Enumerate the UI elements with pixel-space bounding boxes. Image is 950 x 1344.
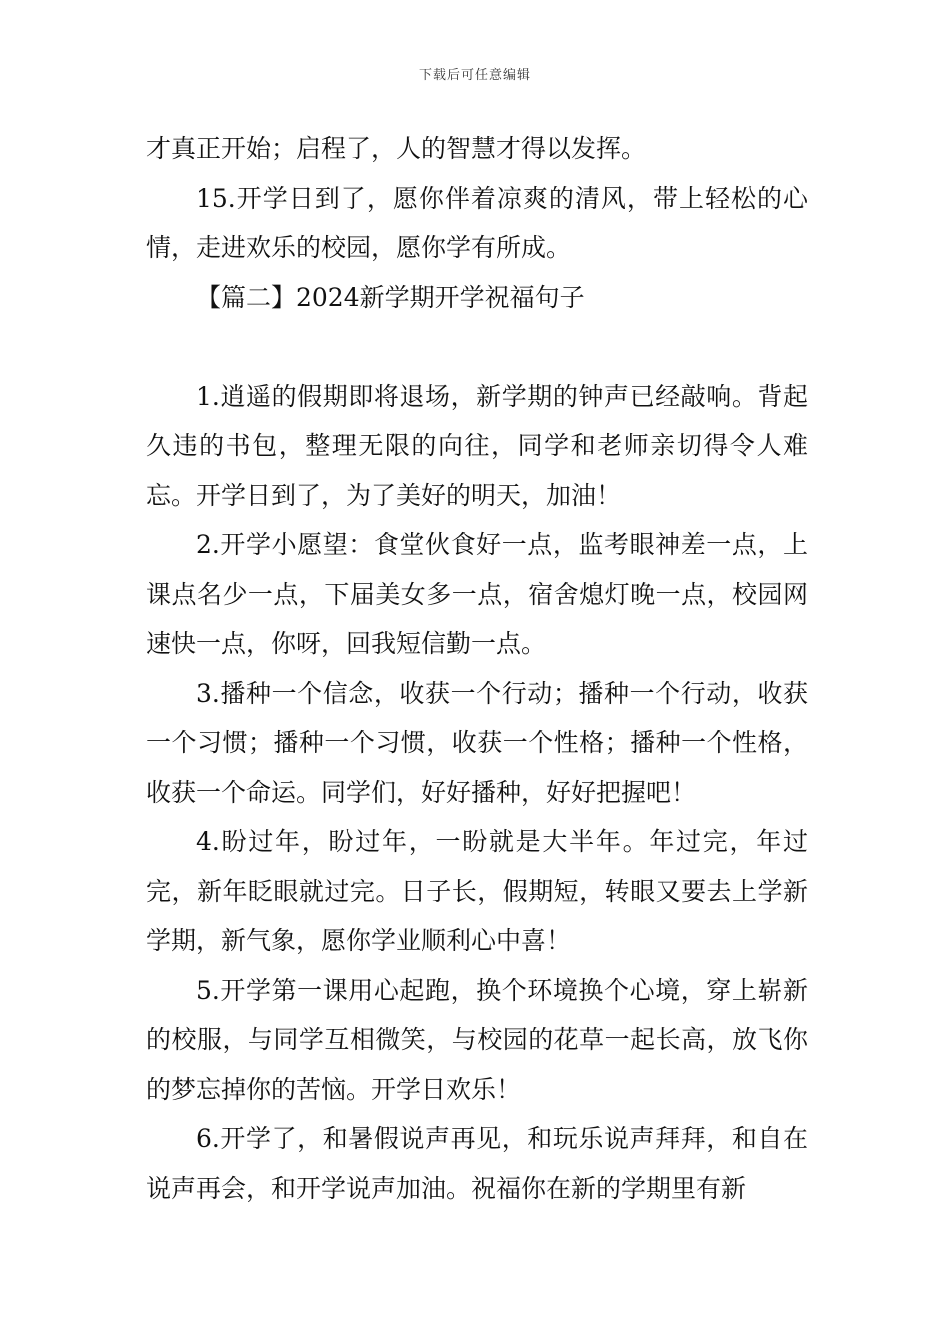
paragraph-item-2: 2.开学小愿望：食堂伙食好一点，监考眼神差一点，上课点名少一点，下届美女多一点，宿舍熄灯晚一点，校园网速快一点，你呀，回我短信勤一点。 — [146, 530, 808, 658]
paragraph-item-4: 4.盼过年，盼过年，一盼就是大半年。年过完，年过完，新年眨眼就过完。日子长，假期短，转眼又要去上学新学期，新气象，愿你学业顺利心中喜！ — [146, 827, 808, 955]
paragraph-item-5: 5.开学第一课用心起跑，换个环境换个心境，穿上崭新的校服，与同学互相微笑，与校园的花草一起长高，放飞你的梦忘掉你的苦恼。开学日欢乐！ — [146, 975, 808, 1104]
paragraph-item-3: 3.播种一个信念，收获一个行动；播种一个行动，收获一个习惯；播种一个习惯，收获一个性格；播种一个性格，收获一个命运。同学们，好好播种，好好把握吧！ — [146, 678, 808, 807]
paragraph-item-15: 15.开学日到了，愿你伴着凉爽的清风，带上轻松的心情，走进欢乐的校园，愿你学有所成。 — [146, 183, 808, 262]
paragraph-item-1: 1.逍遥的假期即将退场，新学期的钟声已经敲响。背起久违的书包，整理无限的向往，同学和老师亲切得令人难忘。开学日到了，为了美好的明天，加油！ — [146, 381, 808, 510]
section-heading: 【篇二】2024新学期开学祝福句子 — [196, 282, 585, 312]
document-body — [146, 124, 808, 1213]
header-note: 下载后可任意编辑 — [418, 68, 531, 83]
paragraph-item-6: 6.开学了，和暑假说声再见，和玩乐说声拜拜，和自在说声再会，和开学说声加油。祝福你在新的学期里有新 — [146, 1124, 808, 1203]
paragraph-continuation: 才真正开始；启程了，人的智慧才得以发挥。 — [146, 134, 647, 163]
